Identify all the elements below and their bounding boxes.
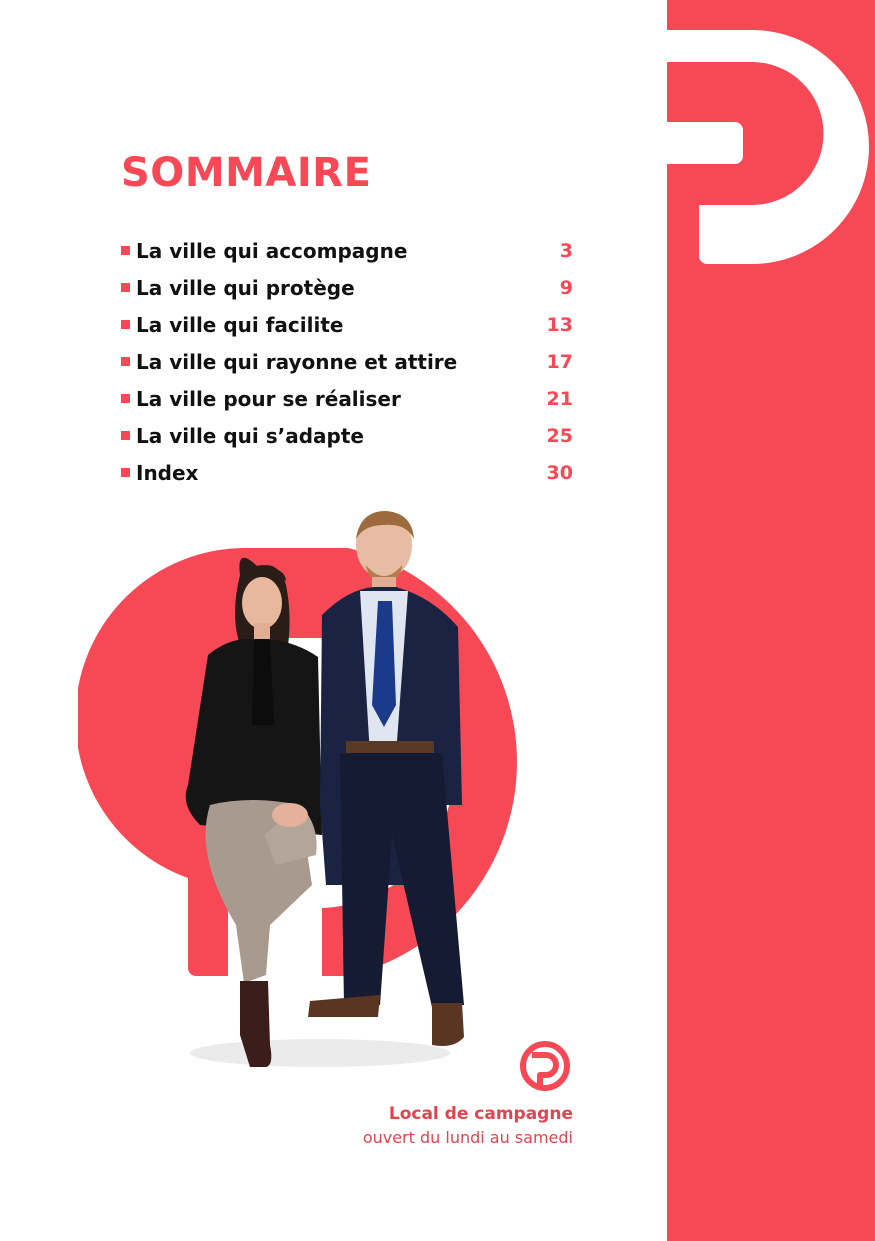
toc-item[interactable]: [121, 380, 573, 417]
campaign-office-label: Local de campagne: [388, 1104, 573, 1124]
square-bullet-icon: [121, 394, 130, 403]
square-bullet-icon: [121, 357, 130, 366]
square-bullet-icon: [121, 283, 130, 292]
toc-item-label: La ville qui facilite: [136, 312, 344, 337]
toc-item[interactable]: [121, 306, 573, 343]
toc-item-label: La ville qui accompagne: [136, 238, 408, 263]
toc-item[interactable]: [121, 454, 573, 491]
toc-item-label: La ville pour se réaliser: [136, 386, 401, 411]
square-bullet-icon: [121, 431, 130, 440]
woman-figure: [186, 558, 322, 1067]
square-bullet-icon: [121, 320, 130, 329]
toc-item-page: 30: [546, 461, 573, 484]
square-bullet-icon: [121, 468, 130, 477]
brand-p-logo-icon: [667, 0, 875, 280]
campaign-office-hours: ouvert du lundi au samedi: [362, 1128, 573, 1147]
toc-item-page: 3: [559, 239, 573, 262]
brand-p-logo-icon: [516, 1037, 574, 1095]
toc-item[interactable]: [121, 417, 573, 454]
toc-item-page: 25: [546, 424, 573, 447]
toc-item-label: La ville qui rayonne et attire: [136, 349, 458, 374]
candidates-photo: [170, 505, 470, 1075]
square-bullet-icon: [121, 246, 130, 255]
toc-item[interactable]: [121, 232, 573, 269]
toc-item-page: 13: [546, 313, 573, 336]
toc-item[interactable]: [121, 269, 573, 306]
toc-item-page: 17: [546, 350, 573, 373]
toc-item-label: Index: [136, 460, 199, 485]
page-title: SOMMAIRE: [121, 150, 372, 196]
man-figure: [308, 511, 464, 1046]
toc-item-page: 9: [559, 276, 573, 299]
toc-item-label: La ville qui protège: [136, 275, 355, 300]
toc-item-label: La ville qui s’adapte: [136, 423, 364, 448]
toc-item[interactable]: [121, 343, 573, 380]
toc-item-page: 21: [546, 387, 573, 410]
table-of-contents: [121, 232, 573, 491]
side-stripe: [667, 0, 875, 1241]
